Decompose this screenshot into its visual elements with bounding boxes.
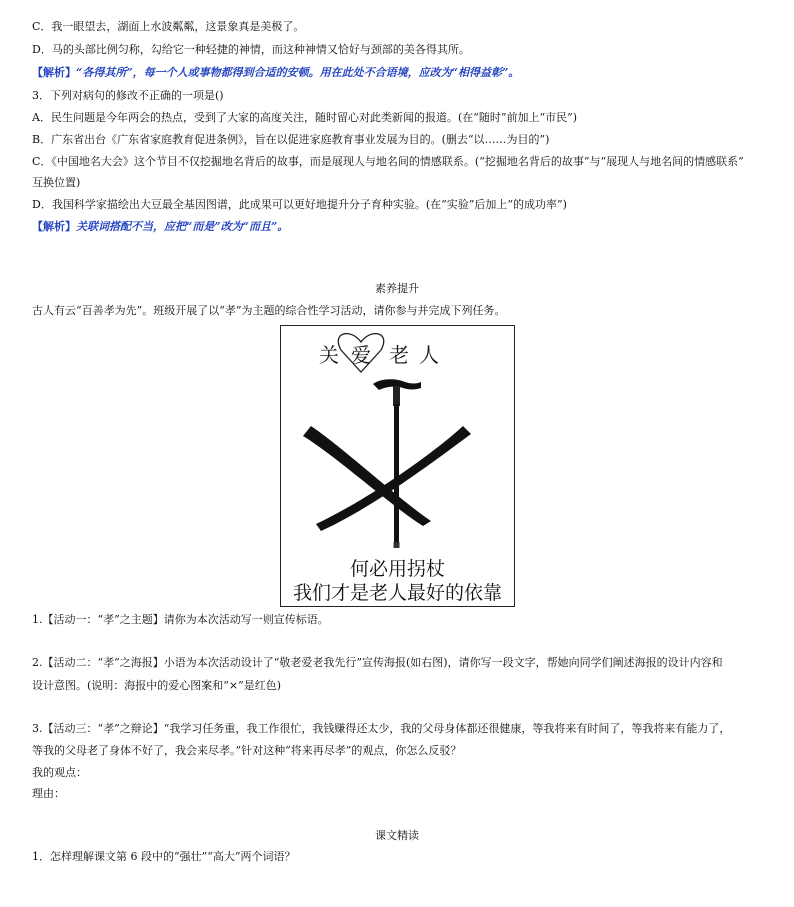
q3-option-d: D．我国科学家描绘出大豆最全基因图谱，此成果可以更好地提升分子育种实验。(在“实验”后加上“的成功率”) <box>32 198 567 211</box>
poster-subtitle-1: 何必用拐杖 <box>349 558 445 580</box>
option-d: D．马的头部比例匀称，勾给它一种轻捷的神情，而这种神情又恰好与颈部的美各得其所。 <box>32 43 470 56</box>
analysis-tag: 【解析】 <box>32 66 76 79</box>
q3-option-c-cont: 互换位置) <box>32 176 81 189</box>
cross-stroke-right <box>316 426 471 531</box>
poster <box>280 325 515 607</box>
cane-icon <box>373 379 421 548</box>
analysis-1 <box>32 65 774 81</box>
option-c: C．我一眼望去，湖面上水波粼粼，这景象真是美极了。 <box>32 20 305 33</box>
poster-title-char: 老 <box>389 343 409 367</box>
activity-1: 1.【活动一：“孝”之主题】请你为本次活动写一则宣传标语。 <box>32 613 329 626</box>
analysis-text: “各得其所”，每一个人或事物都得到合适的安顿。用在此处不合语境，应改为“相得益彰”。 <box>76 66 520 79</box>
q3-option-c: C．《中国地名大会》这个节目不仅挖掘地名背后的故事，而是展现人与地名间的情感联系。(“挖掘地名背后的故事”与“展现人与地名间的情感联系” <box>32 155 744 168</box>
activity-3: 3.【活动三：“孝”之辩论】“我学习任务重，我工作很忙，我钱赚得还太少，我的父母身体都还很健康，等我将来有时间了，等我将来有能力了， <box>32 722 731 735</box>
opinion-label: 我的观点： <box>32 766 87 779</box>
section-title-reading: 课文精读 <box>375 829 419 842</box>
activity-3-cont: 等我的父母老了身体不好了，我会来尽孝。”针对这种“将来再尽孝”的观点，你怎么反驳？ <box>32 744 462 757</box>
question-3: 3．下列对病句的修改不正确的一项是() <box>32 89 224 102</box>
activity-2-cont: 设计意图。(说明：海报中的爱心图案和“×”是红色) <box>32 679 282 692</box>
poster-subtitle-2: 我们才是老人最好的依靠 <box>292 582 502 604</box>
analysis-tag: 【解析】 <box>32 220 76 233</box>
activity-intro: 古人有云“百善孝为先”。班级开展了以“孝”为主题的综合性学习活动，请你参与并完成下列任务。 <box>32 304 506 317</box>
section-title-literacy: 素养提升 <box>375 282 419 295</box>
analysis-text: 关联词搭配不当，应把“而是”改为“而且”。 <box>76 220 289 233</box>
poster-title-char: 关 <box>319 343 339 367</box>
activity-2: 2.【活动二：“孝”之海报】小语为本次活动设计了“敬老爱老我先行”宣传海报(如右图)，请你写一段文字，帮她向同学们阐述海报的设计内容和 <box>32 656 723 669</box>
reason-label: 理由： <box>32 787 65 800</box>
poster-title-char: 人 <box>419 343 439 367</box>
q3-option-b: B．广东省出台《广东省家庭教育促进条例》，旨在以促进家庭教育事业发展为目的。(删去“以……为目的”) <box>32 133 550 146</box>
poster-title-char-heart: 爱 <box>351 343 371 367</box>
reading-question-1: 1．怎样理解课文第 6 段中的“强壮”“高大”两个词语？ <box>32 850 296 863</box>
analysis-2 <box>32 219 774 235</box>
q3-option-a: A．民生问题是今年两会的热点，受到了大家的高度关注，随时留心对此类新闻的报道。(在“随时”前加上“市民”) <box>32 111 578 124</box>
